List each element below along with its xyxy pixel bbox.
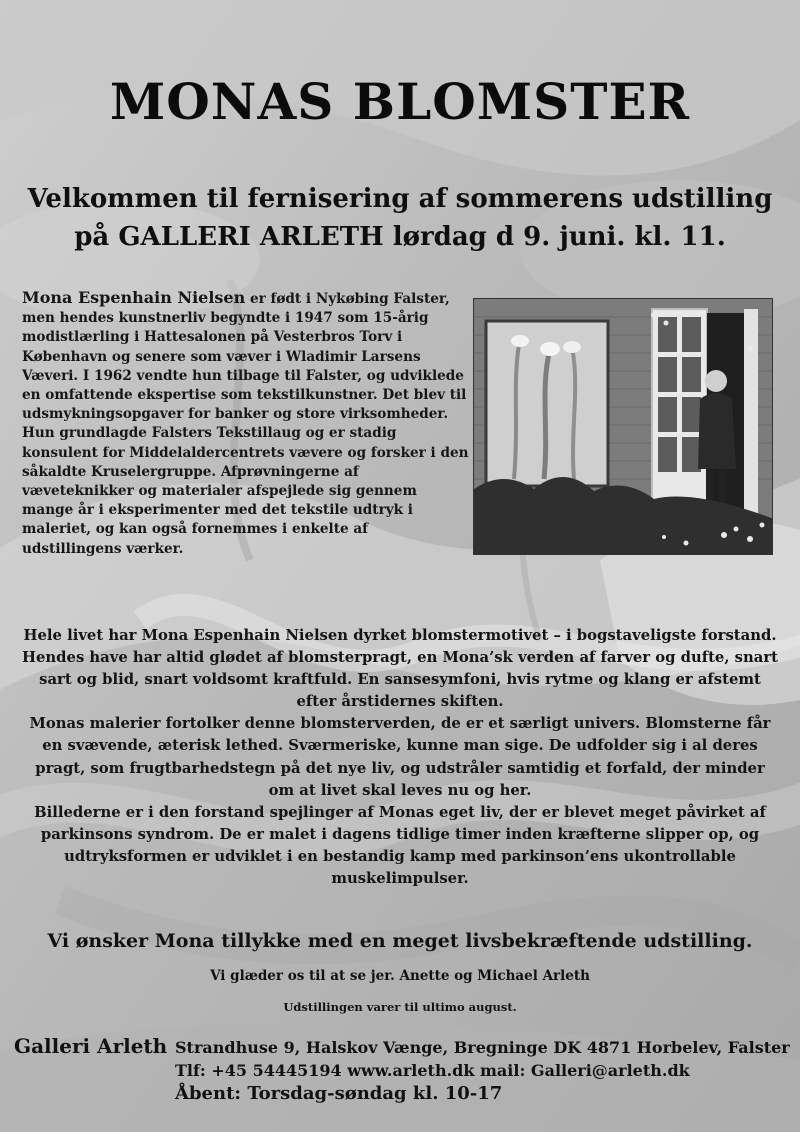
paragraph-2: Monas malerier fortolker denne blomsterverden, de er et særligt univers. Blomsterne får en svævende, æterisk lethed. Sværmeriske, kunne man sige. De udfolder sig i al deres pragt, som frugtbarhedstegn på det nye liv, og udstråler samtidig et forfald, der minder om at livet skal leves nu og her.	[29, 715, 771, 799]
welcome-line-2: på GALLERI ARLETH lørdag d 9. juni. kl. 11.	[74, 222, 726, 252]
page-title: MONAS BLOMSTER	[109, 72, 691, 131]
gallery-phone-web-mail: Tlf: +45 54445194 www.arleth.dk mail: Galleri@arleth.dk	[175, 1061, 690, 1080]
artist-name: Mona Espenhain Nielsen	[22, 288, 246, 307]
artist-bio	[22, 288, 470, 559]
artist-photo	[473, 298, 773, 555]
main-text	[20, 625, 780, 890]
gallery-address: Strandhuse 9, Halskov Vænge, Bregninge DK 4871 Horbelev, Falster	[175, 1038, 790, 1057]
exhibition-duration: Udstillingen varer til ultimo august.	[283, 1000, 517, 1014]
gallery-contact	[175, 1036, 795, 1105]
greeting-line: Vi glæder os til at se jer. Anette og Michael Arleth	[210, 968, 590, 984]
artist-bio-text: er født i Nykøbing Falster, men hendes kunstnerliv begyndte i 1947 som 15-årig modistlærling i Hattesalonen på Vesterbros Torv i København og senere som væver i Wladimir Larsens Væveri. I 1962 vendte hun tilbage til Falster, og udviklede en omfattende ekspertise som tekstilkunstner. Det blev til udsmykningsopgaver for banker og store virksomheder. Hun grundlagde Falsters Tekstillaug og er stadig konsulent for Middelaldercentrets vævere og forsker i den såkaldte Kruselergruppe. Afprøvningerne af væveteknikker og materialer afspejlede sig gennem mange år i eksperimenter med det tekstile udtryk i maleriet, og kan også fornemmes i enkelte af udstillingens værker.	[22, 291, 469, 557]
paragraph-1: Hele livet har Mona Espenhain Nielsen dyrket blomstermotivet – i bogstaveligste forstand. Hendes have har altid glødet af blomsterpragt, en Mona’sk verden af farver og dufte, snart sart og blid, snart voldsomt kraftfuld. En sansesymfoni, hvis rytme og klang er afstemt efter årstidernes skiften.	[22, 627, 778, 711]
welcome-heading	[0, 180, 800, 256]
welcome-line-1: Velkommen til fernisering af sommerens udstilling	[27, 184, 773, 214]
gallery-name: Galleri Arleth	[14, 1034, 168, 1058]
congratulation-line: Vi ønsker Mona tillykke med en meget livsbekræftende udstilling.	[47, 930, 753, 952]
paragraph-3: Billederne er i den forstand spejlinger af Monas eget liv, der er blevet meget påvirket af parkinsons syndrom. De er malet i dagens tidlige timer inden kræfterne slipper op, og udtryksformen er udviklet i en bestandig kamp med parkinson’ens ukontrollable muskelimpulser.	[34, 803, 766, 888]
opening-hours: Åbent: Torsdag-søndag kl. 10-17	[175, 1083, 503, 1104]
